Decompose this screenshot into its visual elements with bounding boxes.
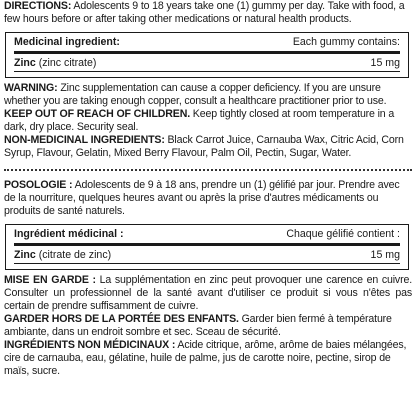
dotted-separator bbox=[4, 169, 412, 171]
table-bottom-rule bbox=[14, 263, 400, 269]
non-medicinal-text: Black Carrot Juice, Carnauba Wax, Citric Acid, Corn Syrup, Flavour, Gelatin, Mixed Berry Flavour, Palm Oil, Pectin, Sugar, Water. bbox=[4, 134, 404, 159]
garder-hors-text: Garder bien fermé à température ambiante, dans un endroit sombre et sec. Sceau de sécurité. bbox=[4, 313, 392, 338]
mise-en-garde-paragraph bbox=[4, 274, 412, 313]
posologie-paragraph bbox=[4, 179, 412, 218]
mise-en-garde-label: MISE EN GARDE : bbox=[4, 274, 96, 286]
mise-en-garde-text: La supplémentation en zinc peut provoquer une carence en cuivre. Consulter un professionnel de la santé avant d'utiliser ce produit si vous n'êtes pas certain de prendre suffisamment de cuivre. bbox=[4, 274, 412, 312]
table-bottom-rule bbox=[14, 71, 400, 77]
warning-paragraph bbox=[4, 82, 412, 108]
table-row bbox=[6, 54, 408, 71]
posologie-text: Adolescents de 9 à 18 ans, prendre un (1) gélifié par jour. Prendre avec de la nourriture, quelques heures avant ou après la prise d'autres médicaments ou produits de santé naturels. bbox=[4, 179, 400, 217]
ingredient-source: (citrate de zinc) bbox=[35, 248, 112, 261]
table-header-amount: Chaque gélifié contient : bbox=[286, 228, 400, 240]
ingredient-name: Zinc bbox=[14, 56, 36, 69]
ingredient-name: Zinc bbox=[14, 248, 36, 261]
directions-text: Adolescents 9 to 18 years take one (1) gummy per day. Take with food, a few hours before or after taking other medications or natural health products. bbox=[4, 0, 405, 25]
table-header-ingredient: Ingrédient médicinal : bbox=[14, 228, 124, 240]
ingredient-cell bbox=[14, 57, 96, 69]
table-header-row bbox=[6, 33, 408, 51]
garder-hors-paragraph bbox=[4, 313, 412, 339]
directions-label: DIRECTIONS: bbox=[4, 0, 72, 12]
medicinal-ingredient-table-en bbox=[5, 32, 409, 78]
table-header-row bbox=[6, 225, 408, 243]
table-row bbox=[6, 246, 408, 263]
ingredient-amount: 15 mg bbox=[370, 56, 400, 69]
medicinal-ingredient-table-fr bbox=[5, 224, 409, 270]
garder-hors-label: GARDER HORS DE LA PORTÉE DES ENFANTS. bbox=[4, 313, 239, 325]
ingredient-source: (zinc citrate) bbox=[35, 56, 97, 69]
keep-out-label: KEEP OUT OF REACH OF CHILDREN. bbox=[4, 108, 191, 120]
table-header-amount: Each gummy contains: bbox=[292, 36, 400, 48]
non-medicinal-paragraph bbox=[4, 134, 412, 160]
ingredient-amount: 15 mg bbox=[370, 248, 400, 261]
directions-paragraph bbox=[4, 0, 412, 26]
ingredients-non-medicinaux-label: INGRÉDIENTS NON MÉDICINAUX : bbox=[4, 339, 176, 351]
keep-out-text: Keep tightly closed at room temperature in a dark, dry place. Security seal. bbox=[4, 108, 395, 133]
warning-text: Zinc supplementation can cause a copper deficiency. If you are unsure whether you are taking enough copper, consult a healthcare practitioner prior to use. bbox=[4, 82, 387, 107]
non-medicinal-label: NON-MEDICINAL INGREDIENTS: bbox=[4, 134, 165, 146]
label-panel bbox=[4, 0, 412, 378]
posologie-label: POSOLOGIE : bbox=[4, 179, 73, 191]
warning-label: WARNING: bbox=[4, 82, 58, 94]
table-header-ingredient: Medicinal ingredient: bbox=[14, 36, 120, 48]
ingredient-cell bbox=[14, 249, 111, 261]
ingredients-non-medicinaux-text: Acide citrique, arôme, arôme de baies mélangées, cire de carnauba, eau, gélatine, huile de palme, jus de carotte noire, pectine, sirop de maïs, sucre. bbox=[4, 339, 407, 377]
keep-out-paragraph bbox=[4, 108, 412, 134]
ingredients-non-medicinaux-paragraph bbox=[4, 339, 412, 378]
